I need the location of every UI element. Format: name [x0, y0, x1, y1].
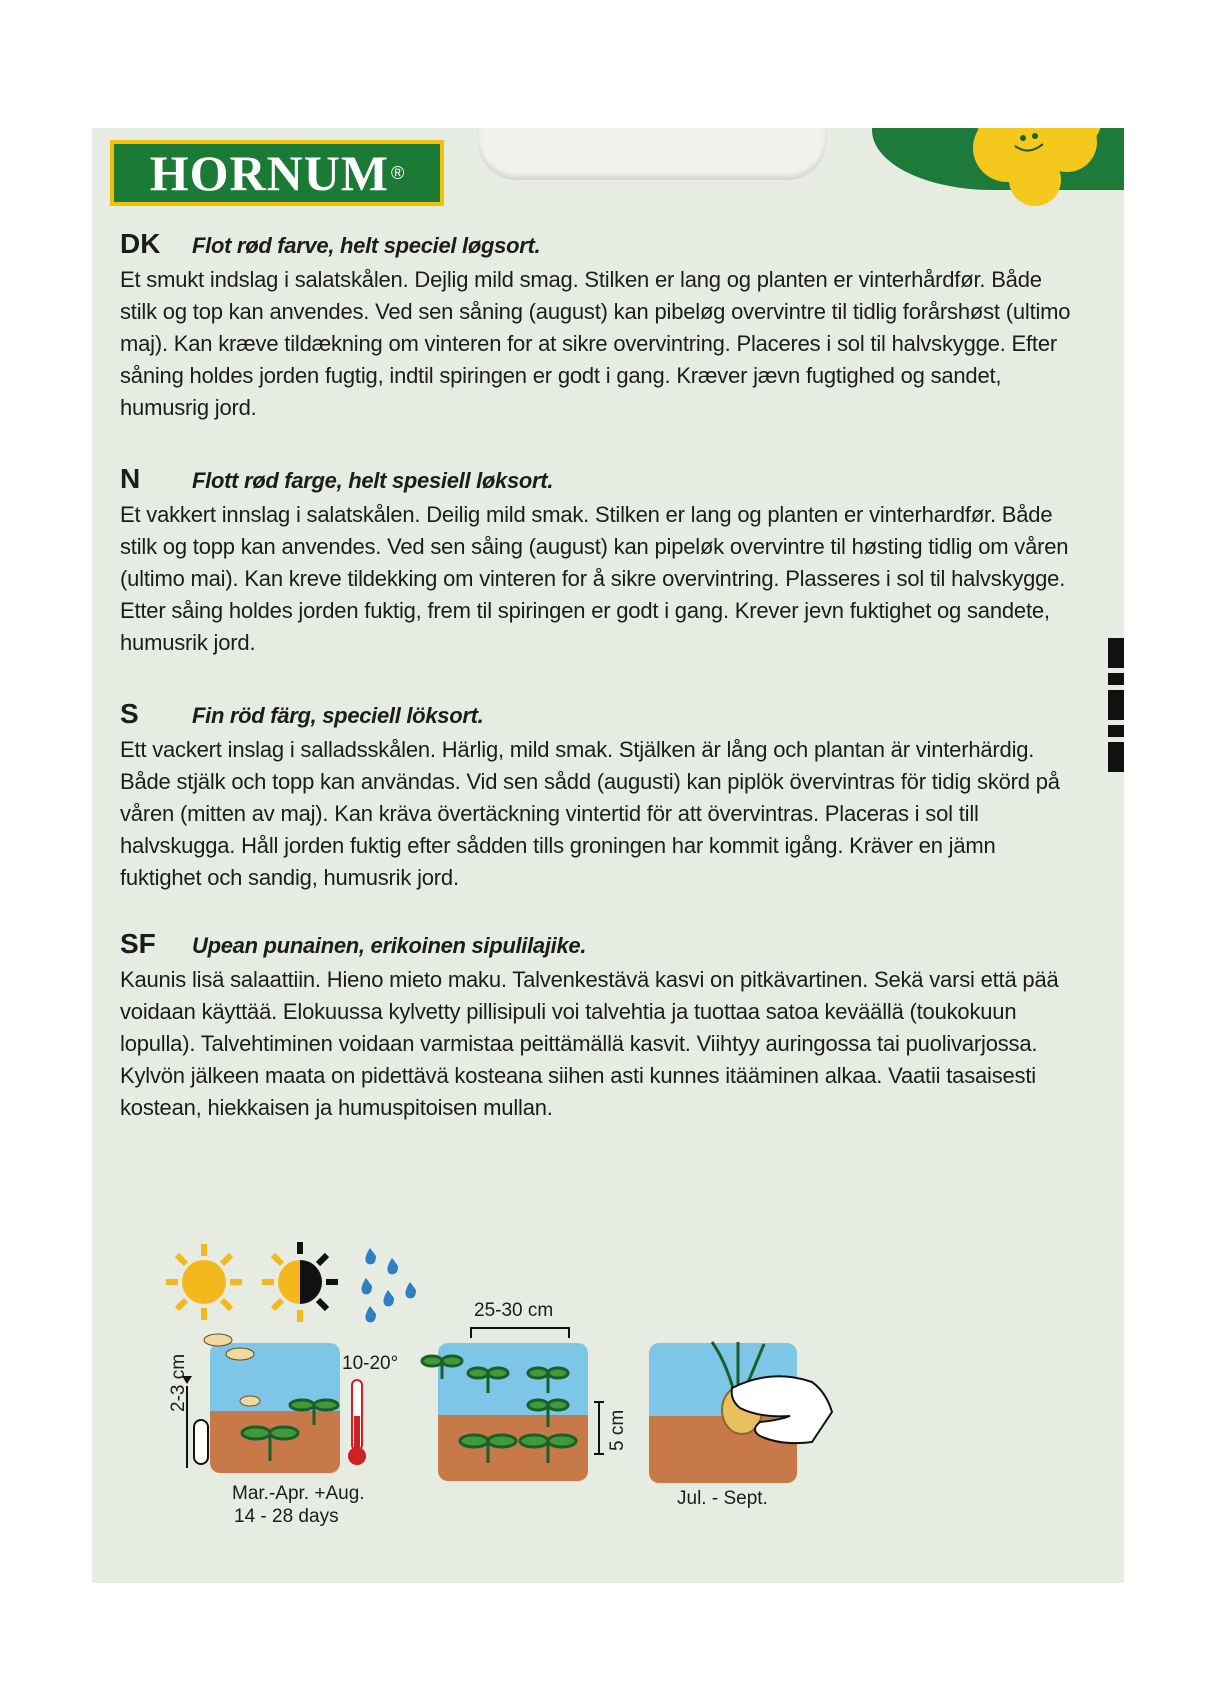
- sowing-period-label: Mar.-Apr. +Aug.: [232, 1483, 365, 1504]
- language-code: SF: [120, 928, 156, 959]
- section-title: Flot rød farve, helt speciel løgsort.: [192, 233, 541, 258]
- temperature-label: 10-20°: [342, 1353, 399, 1374]
- language-code: N: [120, 463, 141, 494]
- section-s: [120, 698, 1080, 894]
- thermometer-icon: [342, 1378, 372, 1468]
- section-body: Ett vackert inslag i salladsskålen. Härlig, mild smak. Stjälken är lång och plantan är vinterhärdig. Både stjälk och topp kan användas. Vid sen sådd (augusti) kan piplök övervintras för tidig skörd på våren (mitten av maj). Kan kräva övertäckning vintertid för att övervintras. Placeras i sol till halvskugga. Håll jorden fuktig efter sådden tills groningen har kommit igång. Kräver en jämn fuktighet och sandig, humusrik jord.: [120, 737, 1060, 890]
- row-spacing-bracket: [468, 1324, 572, 1340]
- plant-spacing-bracket: [592, 1398, 608, 1458]
- section-title: Upean punainen, erikoinen sipulilajike.: [192, 933, 587, 958]
- section-body: Et smukt indslag i salatskålen. Dejlig mild smag. Stilken er lang og planten er vinterhårdfør. Både stilk og top kan anvendes. Ved sen såning (august) kan pibeløg overvintre til tidlig forårshøst (ultimo maj). Kan kræve tildækning om vinteren for at sikre overvintring. Placeres i sol til halvskygge. Efter såning holdes jorden fugtig, indtil spiringen er godt i gang. Kræver jævn fugtighed og sandet, humusrig jord.: [120, 267, 1071, 420]
- seedling-rows-icon: [412, 1343, 592, 1483]
- plant-spacing-label: 5 cm: [607, 1409, 628, 1451]
- smiling-flower-icon: [937, 128, 1124, 206]
- section-body: Kaunis lisä salaattiin. Hieno mieto maku. Talvenkestävä kasvi on pitkävartinen. Sekä varsi että pää voidaan käyttää. Elokuussa kylvetty pillisipuli voi talvehtia ja tuottaa satoa keväällä (toukokuun lopulla). Talvehtiminen voidaan varmistaa peittämällä kasvit. Viihtyy auringossa tai puolivarjossa. Kylvön jälkeen maata on pidettävä kosteana siihen asti kunnes itääminen alkaa. Vaatii tasaisesti kostean, hiekkaisen ja humuspitoisen mullan.: [120, 967, 1059, 1120]
- seed-packet-back: [92, 128, 1124, 1583]
- sowing-guide: [92, 1300, 1124, 1578]
- registered-mark: ®: [391, 162, 405, 183]
- language-code: S: [120, 698, 139, 729]
- harvest-hand-icon: [672, 1338, 842, 1478]
- section-body: Et vakkert innslag i salatskålen. Deilig mild smak. Stilken er lang og planten er vinterhardfør. Både stilk og topp kan anvendes. Ved sen såing (august) kan pipeløk overvintre til høsting tidlig om våren (ultimo mai). Kan kreve tildekking om vinteren for å sikre overvintring. Plasseres i sol til halvskygge. Etter såing holdes jorden fuktig, frem til spiringen er godt i gang. Krever jevn fuktighet og sandete, humusrik jord.: [120, 502, 1069, 655]
- germination-label: 14 - 28 days: [234, 1506, 339, 1527]
- row-spacing-label: 25-30 cm: [474, 1300, 554, 1321]
- section-title: Flott rød farge, helt spesiell løksort.: [192, 468, 554, 493]
- hanging-slot: [477, 128, 827, 180]
- section-n: [120, 463, 1080, 659]
- language-code: DK: [120, 228, 161, 259]
- sowing-depth-label: 2-3 cm: [168, 1353, 189, 1412]
- brand-name: HORNUM: [149, 145, 390, 201]
- section-sf: [120, 928, 1080, 1124]
- brand-logo: [110, 140, 444, 206]
- seed-icon: [200, 1328, 260, 1368]
- qr-code-fragment: [1108, 638, 1124, 788]
- section-dk: [120, 228, 1080, 424]
- section-title: Fin röd färg, speciell löksort.: [192, 703, 484, 728]
- harvest-period-label: Jul. - Sept.: [677, 1488, 768, 1509]
